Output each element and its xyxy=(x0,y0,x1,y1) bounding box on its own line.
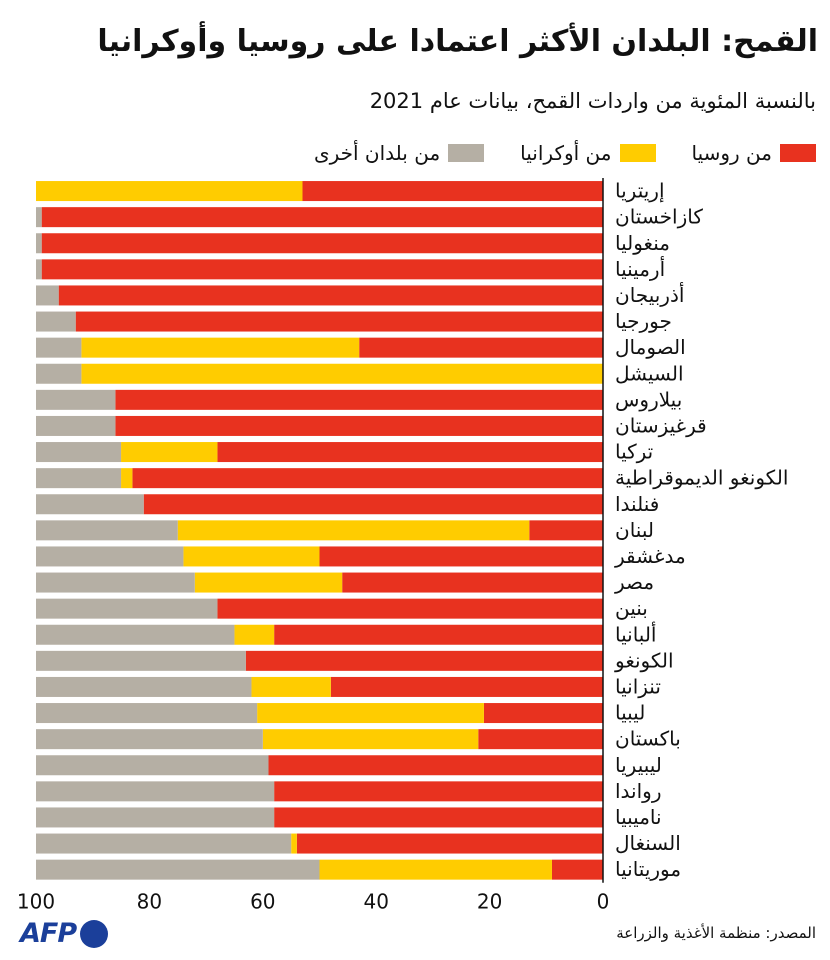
bar-segment-ukraine-18 xyxy=(234,625,274,645)
bar-segment-other-6 xyxy=(36,312,76,332)
category-label-9: بيلاروس xyxy=(615,387,683,412)
bar-segment-russia-17 xyxy=(217,599,603,619)
category-label-17: بنين xyxy=(615,596,648,621)
bar-segment-other-9 xyxy=(36,390,115,410)
bar-segment-ukraine-26 xyxy=(291,834,297,854)
bar-segment-other-4 xyxy=(36,259,42,279)
bar-segment-ukraine-1 xyxy=(36,181,302,201)
category-label-20: تنزانيا xyxy=(615,674,661,699)
category-label-7: الصومال xyxy=(615,335,686,360)
bar-segment-ukraine-20 xyxy=(251,677,330,697)
bar-segment-ukraine-22 xyxy=(263,729,478,749)
afp-logo-text: AFP xyxy=(20,918,77,949)
bar-segment-other-13 xyxy=(36,494,144,514)
bar-segment-other-21 xyxy=(36,703,257,723)
category-label-21: ليبيا xyxy=(615,700,646,725)
bar-segment-other-19 xyxy=(36,651,246,671)
category-label-15: مدغشقر xyxy=(615,543,686,568)
afp-logo xyxy=(20,918,108,949)
bar-segment-russia-14 xyxy=(529,520,603,540)
bar-segment-ukraine-12 xyxy=(121,468,132,488)
bar-segment-russia-7 xyxy=(359,338,603,358)
chart-subtitle: بالنسبة المئوية من واردات القمح، بيانات عام 2021 xyxy=(369,89,816,113)
source-note: المصدر: منظمة الأغذية والزراعة xyxy=(616,924,816,942)
chart-title: القمح: البلدان الأكثر اعتمادا على روسيا وأوكرانيا xyxy=(97,24,818,59)
bar-segment-other-24 xyxy=(36,781,274,801)
bar-segment-russia-20 xyxy=(331,677,603,697)
bar-segment-russia-23 xyxy=(268,755,603,775)
bar-segment-russia-16 xyxy=(342,573,603,593)
bar-segment-russia-10 xyxy=(115,416,603,436)
bar-segment-ukraine-8 xyxy=(81,364,603,384)
category-label-2: كازاخستان xyxy=(615,204,703,229)
bar-segment-russia-4 xyxy=(42,259,603,279)
bar-segment-russia-19 xyxy=(246,651,603,671)
bar-segment-other-27 xyxy=(36,860,320,880)
bar-segment-other-23 xyxy=(36,755,268,775)
category-label-13: فنلندا xyxy=(615,491,660,516)
bar-segment-russia-2 xyxy=(42,207,603,227)
x-tick-label-40: 40 xyxy=(363,889,389,914)
category-label-6: جورجيا xyxy=(615,309,672,334)
legend-label-other: من بلدان أخرى xyxy=(313,141,441,165)
bar-segment-russia-15 xyxy=(320,546,604,566)
x-tick-label-100: 100 xyxy=(16,889,56,914)
bar-segment-other-12 xyxy=(36,468,121,488)
bar-segment-russia-22 xyxy=(478,729,603,749)
bar-segment-other-22 xyxy=(36,729,263,749)
bar-segment-other-5 xyxy=(36,285,59,305)
bar-segment-ukraine-16 xyxy=(195,573,342,593)
bar-segment-russia-1 xyxy=(302,181,603,201)
bar-segment-russia-3 xyxy=(42,233,603,253)
bar-segment-other-2 xyxy=(36,207,42,227)
x-tick-label-20: 20 xyxy=(476,889,503,914)
bar-segment-other-7 xyxy=(36,338,81,358)
category-label-14: لبنان xyxy=(615,517,654,542)
bar-segment-other-16 xyxy=(36,573,195,593)
category-label-18: ألبانيا xyxy=(615,622,657,647)
legend-label-russia: من روسيا xyxy=(691,141,772,165)
bar-segment-other-14 xyxy=(36,520,178,540)
category-label-19: الكونغو xyxy=(615,648,674,673)
bar-segment-ukraine-15 xyxy=(183,546,319,566)
bar-segment-russia-11 xyxy=(217,442,603,462)
bar-segment-russia-26 xyxy=(297,834,603,854)
bar-segment-russia-12 xyxy=(132,468,603,488)
bar-segment-russia-5 xyxy=(59,285,603,305)
category-label-1: إريتريا xyxy=(615,178,665,203)
bar-segment-russia-24 xyxy=(274,781,603,801)
category-label-4: أرمينيا xyxy=(615,256,666,281)
bar-segment-other-25 xyxy=(36,807,274,827)
bar-segment-other-26 xyxy=(36,834,291,854)
category-label-26: السنغال xyxy=(615,831,681,856)
bar-segment-russia-9 xyxy=(115,390,603,410)
bar-segment-russia-13 xyxy=(144,494,603,514)
category-label-8: السيشل xyxy=(615,361,684,386)
bar-segment-russia-21 xyxy=(484,703,603,723)
category-label-12: الكونغو الديموقراطية xyxy=(615,465,789,490)
bar-segment-russia-18 xyxy=(274,625,603,645)
category-label-24: رواندا xyxy=(615,778,662,803)
x-tick-label-60: 60 xyxy=(250,889,276,914)
category-label-27: موريتانيا xyxy=(615,857,682,882)
bar-segment-other-3 xyxy=(36,233,42,253)
bar-segment-other-17 xyxy=(36,599,217,619)
afp-logo-dot-icon xyxy=(80,920,108,948)
bar-segment-ukraine-11 xyxy=(121,442,217,462)
category-label-25: ناميبيا xyxy=(615,804,662,829)
x-tick-label-0: 0 xyxy=(596,889,610,914)
bar-segment-ukraine-7 xyxy=(81,338,359,358)
x-tick-label-80: 80 xyxy=(136,889,163,914)
bar-segment-russia-6 xyxy=(76,312,603,332)
bar-segment-ukraine-14 xyxy=(178,520,530,540)
bar-segment-other-20 xyxy=(36,677,251,697)
bar-segment-other-15 xyxy=(36,546,183,566)
category-label-3: منغوليا xyxy=(615,230,670,255)
bar-segment-ukraine-27 xyxy=(320,860,552,880)
bar-segment-other-18 xyxy=(36,625,234,645)
bar-segment-russia-27 xyxy=(552,860,603,880)
bar-segment-ukraine-21 xyxy=(257,703,484,723)
bar-segment-russia-25 xyxy=(274,807,603,827)
category-label-10: قرغيزستان xyxy=(615,413,707,438)
category-label-11: تركيا xyxy=(615,439,654,464)
bar-segment-other-11 xyxy=(36,442,121,462)
category-label-16: مصر xyxy=(615,570,655,595)
category-label-23: ليبيريا xyxy=(615,752,662,777)
bar-segment-other-8 xyxy=(36,364,81,384)
category-label-22: باكستان xyxy=(615,726,681,751)
legend-label-ukraine: من أوكرانيا xyxy=(520,141,612,165)
bar-segment-other-10 xyxy=(36,416,115,436)
category-label-5: أذربيجان xyxy=(615,282,685,307)
